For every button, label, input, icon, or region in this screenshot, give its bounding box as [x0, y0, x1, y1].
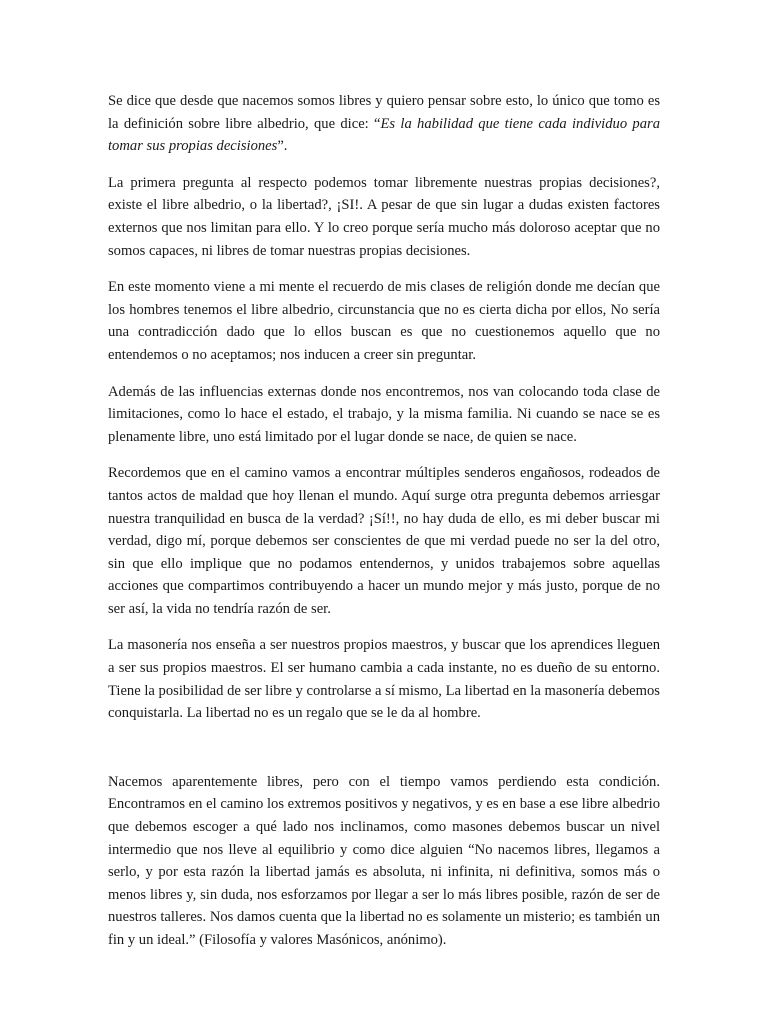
paragraph-1: [108, 90, 660, 158]
paragraph-3: En este momento viene a mi mente el recuerdo de mis clases de religión donde me decían que los hombres tenemos el libre albedrio, circunstancia que no es cierta dicha por ellos, No sería una contradicción dado que lo ellos buscan es que no cuestionemos aquello que no entendemos o no aceptamos; nos inducen a creer sin preguntar.: [108, 279, 660, 363]
paragraph-2: La primera pregunta al respecto podemos tomar libremente nuestras propias decisiones?, existe el libre albedrio, o la libertad?, ¡SI!. A pesar de que sin lugar a dudas existen factores externos que nos limitan para ello. Y lo creo porque sería mucho más doloroso aceptar que no somos capaces, ni libres de tomar nuestras propias decisiones.: [108, 174, 660, 259]
paragraph-6: La masonería nos enseña a ser nuestros propios maestros, y buscar que los aprendices lleguen a ser sus propios maestros. El ser humano cambia a cada instante, no es dueño de su entorno. Tiene la posibilidad de ser libre y controlarse a sí mismo, La libertad en la masonería debemos conquistarla. La libertad no es un regalo que se le da al hombre.: [108, 637, 660, 722]
paragraph-5: Recordemos que en el camino vamos a encontrar múltiples senderos engañosos, rodeados de tantos actos de maldad que hoy llenan el mundo. Aquí surge otra pregunta debemos arriesgar nuestra tranquilidad en busca de la verdad? ¡Sí!!, no hay duda de ello, es mi deber buscar mi verdad, digo mí, porque debemos ser conscientes de que mi verdad puede no ser la del otro, sin que ello implique que no podamos entendernos, y unidos trabajemos sobre aquellas acciones que compartimos contribuyendo a hacer un mundo mejor y más justo, porque de no ser así, la vida no tendría razón de ser.: [108, 465, 660, 617]
paragraph-4: Además de las influencias externas donde nos encontremos, nos van colocando toda clase de limitaciones, como lo hace el estado, el trabajo, y la misma familia. Ni cuando se nace se es plenamente libre, uno está limitado por el lugar donde se nace, de quien se nace.: [108, 383, 660, 445]
paragraph-1-outro: ”.: [277, 138, 288, 155]
definition-quote: Es la habilidad que tiene cada individuo para tomar sus propias decisiones: [108, 115, 660, 155]
document-page: [108, 90, 660, 966]
paragraph-7: Nacemos aparentemente libres, pero con el tiempo vamos perdiendo esta condición. Encontramos en el camino los extremos positivos y negativos, y es en base a ese libre albedrio que debemos escoger a qué lado nos inclinamos, como masones debemos buscar un nivel intermedio que nos lleve al equilibrio y como dice alguien “No nacemos libres, llegamos a serlo, y por esta razón la libertad jamás es absoluta, ni infinita, ni definitiva, somos más o menos libres y, sin duda, nos esforzamos por llegar a ser lo más libres posible, razón de ser de nuestros talleres. Nos damos cuenta que la libertad no es solamente un misterio; es también un fin y un ideal.” (Filosofía y valores Masónicos, anónimo).: [108, 773, 660, 948]
paragraph-1-intro: Se dice que desde que nacemos somos libres y quiero pensar sobre esto, lo único que tomo es la definición sobre libre albedrio, que dice: “: [108, 93, 660, 132]
